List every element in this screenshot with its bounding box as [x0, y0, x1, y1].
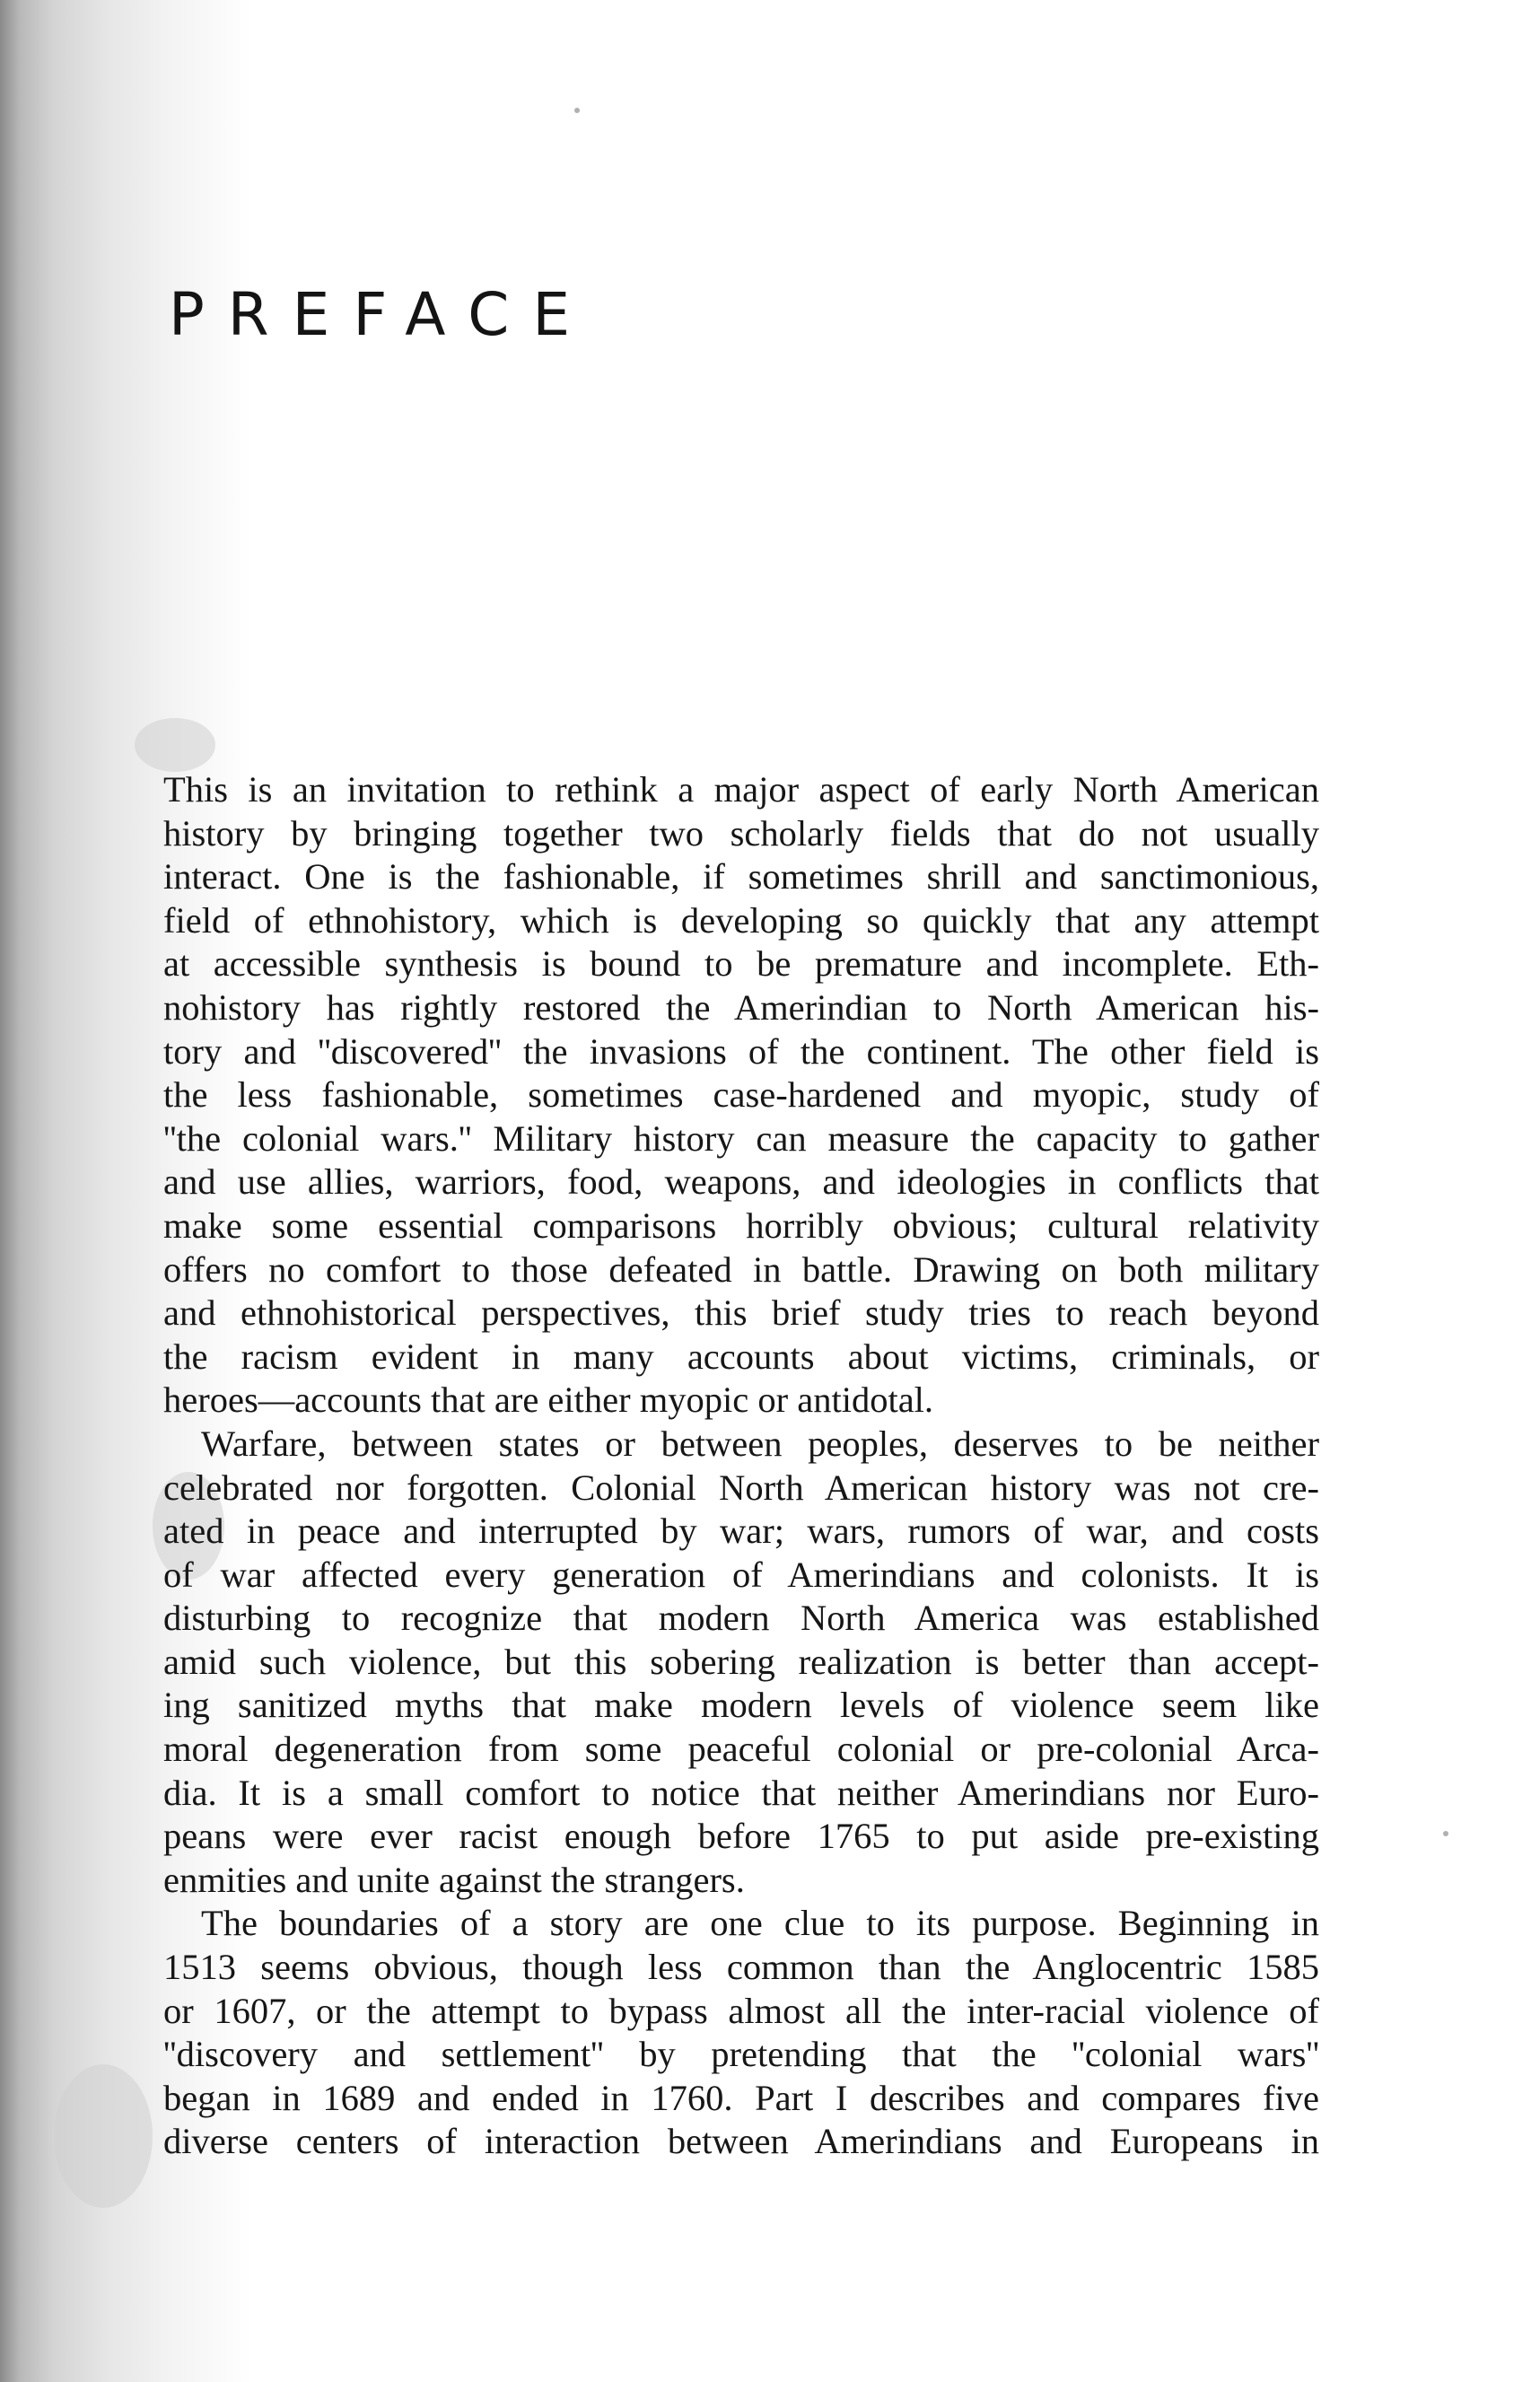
text-line: tory and ''discovered'' the invasions of the continent. The other field is: [163, 1030, 1319, 1072]
text-line: at accessible synthesis is bound to be premature and incomplete. Eth-: [163, 943, 1319, 985]
text-line: began in 1689 and ended in 1760. Part I describes and compares five: [163, 2077, 1319, 2118]
text-line: make some essential comparisons horribly obvious; cultural relativity: [163, 1204, 1319, 1246]
text-line: peans were ever racist enough before 1765 to put aside pre-existing: [163, 1816, 1319, 1857]
text-line: or 1607, or the attempt to bypass almost all the inter-racial violence of: [163, 1990, 1319, 2031]
scan-speck: [574, 108, 580, 113]
text-line: of war affected every generation of Amerindians and colonists. It is: [163, 1554, 1319, 1595]
text-line: field of ethnohistory, which is developing so quickly that any attempt: [163, 899, 1319, 941]
text-line: ''discovery and settlement'' by pretending that the ''colonial wars'': [163, 2034, 1319, 2075]
text-line: enmities and unite against the strangers.: [163, 1859, 745, 1900]
paragraph: [163, 1902, 1319, 2164]
gutter-blotch: [135, 718, 215, 772]
text-line: disturbing to recognize that modern North America was established: [163, 1598, 1319, 1639]
text-line: Warfare, between states or between peoples, deserves to be neither: [201, 1423, 1319, 1464]
text-line: dia. It is a small comfort to notice that neither Amerindians nor Euro-: [163, 1772, 1319, 1813]
gutter-blotch: [54, 2064, 153, 2208]
text-line: The boundaries of a story are one clue to its purpose. Beginning in: [201, 1903, 1319, 1944]
text-line: diverse centers of interaction between Amerindians and Europeans in: [163, 2121, 1319, 2162]
paragraph: [163, 1423, 1319, 1903]
text-line: interact. One is the fashionable, if sometimes shrill and sanctimonious,: [163, 856, 1319, 898]
text-line: and use allies, warriors, food, weapons, and ideologies in conflicts that: [163, 1161, 1319, 1203]
text-line: and ethnohistorical perspectives, this brief study tries to reach beyond: [163, 1292, 1319, 1334]
text-line: history by bringing together two scholarly fields that do not usually: [163, 812, 1319, 854]
text-line: This is an invitation to rethink a major aspect of early North American: [163, 769, 1319, 810]
text-line: the racism evident in many accounts about victims, criminals, or: [163, 1335, 1319, 1377]
text-line: celebrated nor forgotten. Colonial North American history was not cre-: [163, 1467, 1319, 1508]
text-line: 1513 seems obvious, though less common than the Anglocentric 1585: [163, 1947, 1319, 1988]
paragraph: [163, 768, 1319, 1423]
scan-speck: [1443, 1831, 1448, 1836]
text-line: ated in peace and interrupted by war; wars, rumors of war, and costs: [163, 1511, 1319, 1552]
text-line: nohistory has rightly restored the Amerindian to North American his-: [163, 986, 1319, 1028]
body-text: [163, 768, 1319, 2164]
text-line: heroes—accounts that are either myopic or antidotal.: [163, 1379, 934, 1421]
page-title: PREFACE: [169, 280, 594, 349]
text-line: amid such violence, but this sobering realization is better than accept-: [163, 1641, 1319, 1682]
text-line: offers no comfort to those defeated in battle. Drawing on both military: [163, 1248, 1319, 1290]
text-line: the less fashionable, sometimes case-hardened and myopic, study of: [163, 1074, 1319, 1116]
text-line: moral degeneration from some peaceful colonial or pre-colonial Arca-: [163, 1729, 1319, 1770]
text-line: ing sanitized myths that make modern levels of violence seem like: [163, 1685, 1319, 1726]
text-line: ''the colonial wars.'' Military history can measure the capacity to gather: [163, 1117, 1319, 1159]
